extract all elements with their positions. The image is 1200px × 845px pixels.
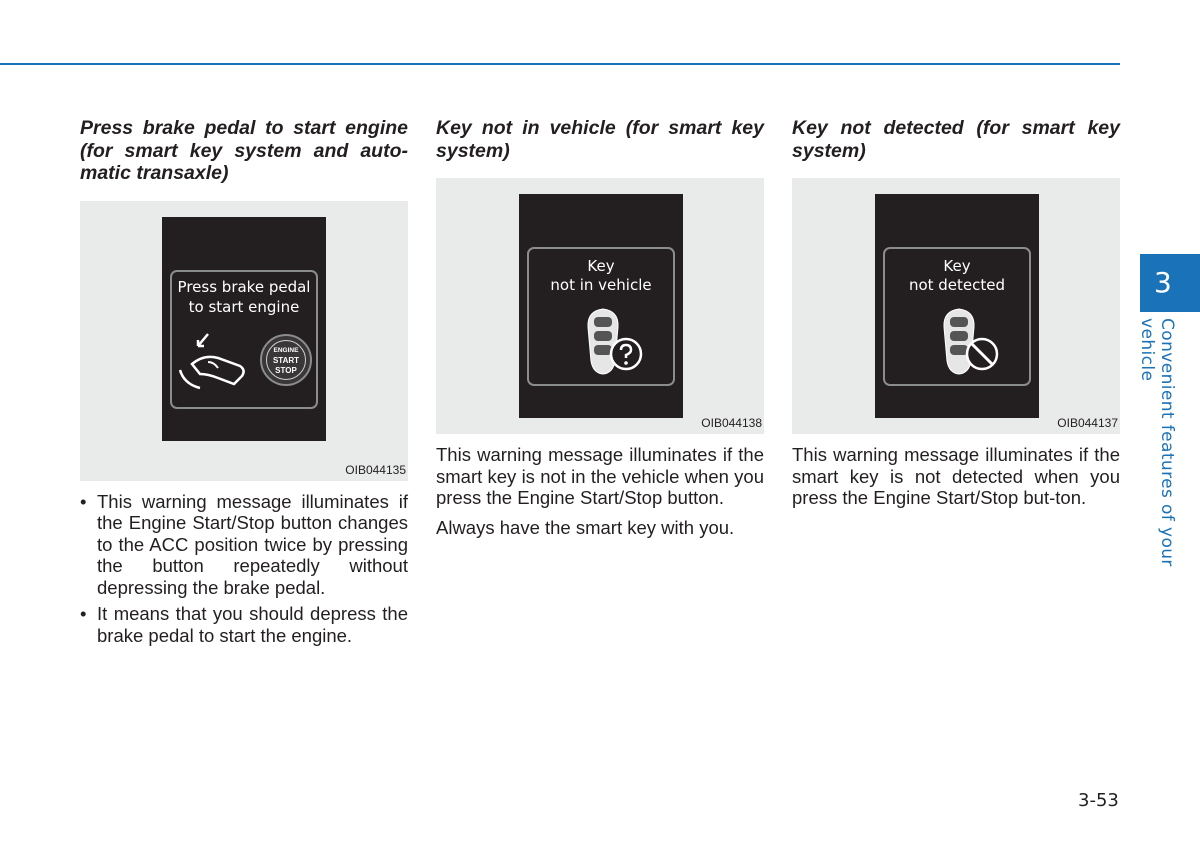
section-heading: Key not detected (for smart key system) — [792, 117, 1120, 162]
figure-code: OIB044135 — [345, 462, 406, 477]
display-line: Key — [587, 257, 615, 275]
chapter-title: Convenient features of your vehicle — [1137, 318, 1177, 567]
cluster-display — [875, 194, 1039, 418]
section-heading: Press brake pedal to start engine (for smart key system and auto-matic transaxle) — [80, 117, 408, 184]
section-heading: Key not in vehicle (for smart key system) — [436, 117, 764, 162]
figure-code: OIB044137 — [1057, 416, 1118, 430]
button-text: ENGINE — [273, 346, 299, 354]
figure-key-not-in-vehicle — [436, 178, 764, 434]
button-text: STOP — [275, 365, 297, 375]
figure-press-brake — [80, 201, 408, 481]
cluster-display — [162, 217, 326, 441]
prohibited-icon — [965, 337, 999, 371]
paragraph: This warning message illuminates if the smart key is not detected when you press the Engine Start/Stop but-ton. — [792, 444, 1120, 508]
top-rule — [0, 63, 1120, 65]
section-press-brake — [80, 117, 408, 651]
bullet-list — [80, 491, 408, 647]
list-item: • This warning message illuminates if the Engine Start/Stop button changes to the ACC position twice by pressing the button repeatedly without depressing the brake pedal. — [80, 491, 408, 599]
body-text — [792, 444, 1120, 509]
figure-key-not-detected — [792, 178, 1120, 434]
page-number: 3-53 — [1078, 790, 1119, 811]
button-text: START — [272, 355, 300, 365]
display-line: not in vehicle — [550, 276, 652, 294]
display-line: to start engine — [188, 297, 300, 316]
section-key-not-in-vehicle — [436, 117, 764, 546]
paragraph: This warning message illuminates if the smart key is not in the vehicle when you press the Engine Start/Stop button. — [436, 444, 764, 508]
display-line: not detected — [908, 276, 1006, 294]
figure-code: OIB044138 — [701, 416, 762, 430]
list-item: • It means that you should depress the brake pedal to start the engine. — [80, 603, 408, 646]
display-line: Press brake pedal — [177, 277, 311, 296]
message-box — [527, 247, 675, 386]
paragraph: Always have the smart key with you. — [436, 516, 735, 538]
brake-pedal-icon — [178, 328, 250, 394]
message-box — [170, 270, 318, 409]
section-key-not-detected — [792, 117, 1120, 517]
message-box — [883, 247, 1031, 386]
body-text — [436, 444, 764, 538]
engine-start-stop-button-icon — [260, 334, 312, 386]
chapter-tab: 3 — [1140, 254, 1200, 312]
cluster-display — [519, 194, 683, 418]
display-line: Key — [943, 257, 971, 275]
question-mark-icon — [609, 337, 643, 371]
